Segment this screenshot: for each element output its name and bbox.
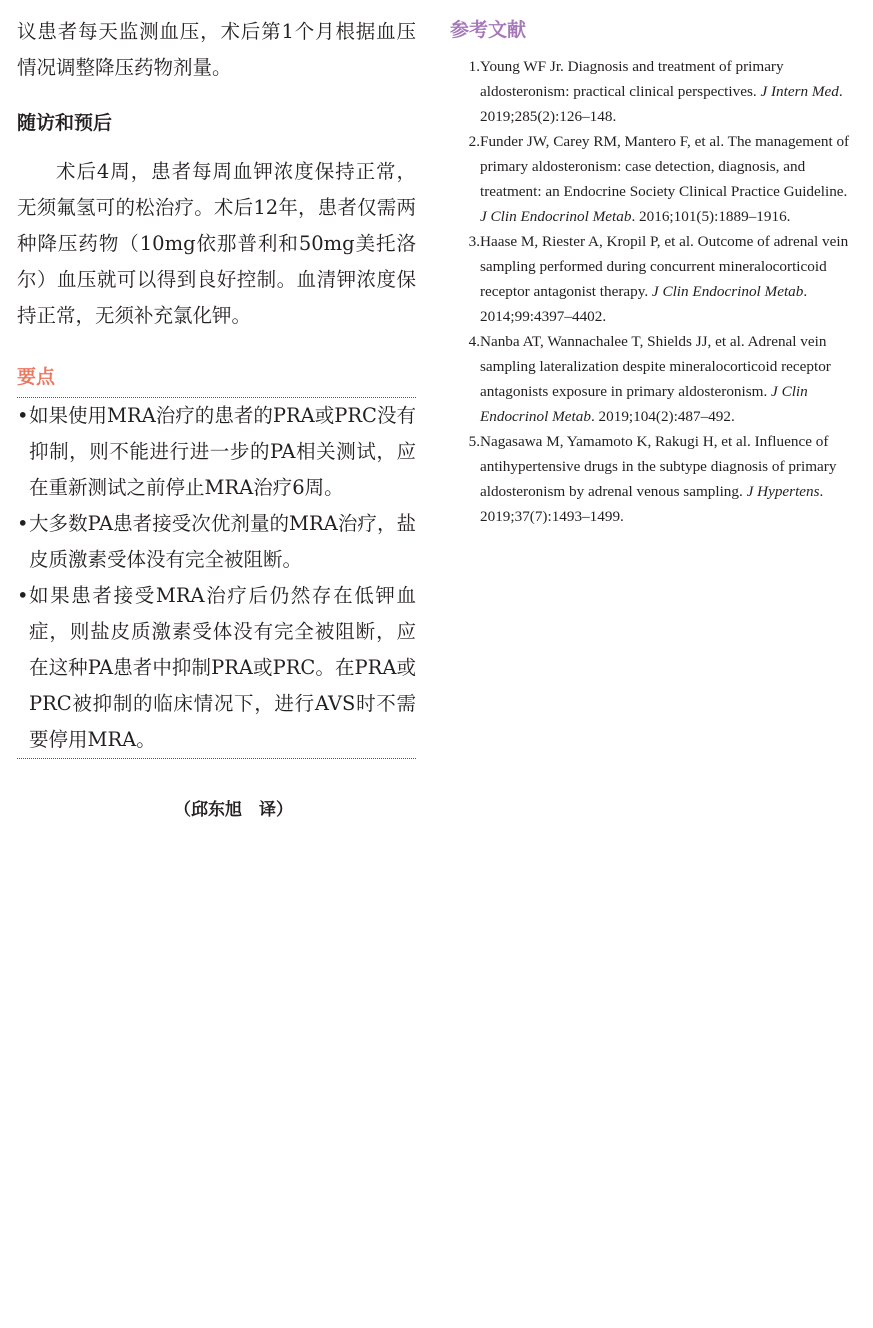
key-point-item (17, 398, 416, 506)
reference-citation: . 2019;37(7):1493–1499. (480, 483, 824, 525)
reference-body (480, 429, 853, 529)
key-point-text: 如果患者接受MRA治疗后仍然存在低钾血症，则盐皮质激素受体没有完全被阻断，应在这种PA患者中抑制PRA或PRC。在PRA或PRC被抑制的临床情况下，进行AVS时不需要停用MRA。 (29, 584, 416, 751)
reference-text: Nanba AT, Wannachalee T, Shields JJ, et al. Adrenal vein sampling lateralization despite mineralocorticoid receptor antagonists exposure in primary aldosteronism. (480, 333, 831, 400)
reference-journal: J Clin Endocrinol Metab (651, 283, 804, 300)
reference-number: 5. (468, 433, 480, 450)
key-point-item (17, 578, 416, 758)
reference-citation: . 2016;101(5):1889–1916. (631, 208, 791, 225)
reference-journal: J Clin Endocrinol Metab (480, 208, 632, 225)
reference-text: Nagasawa M, Yamamoto K, Rakugi H, et al. Influence of antihypertensive drugs in the subtype diagnosis of primary aldosteronism by adrenal venous sampling. (480, 433, 837, 500)
bullet-icon: • (17, 512, 29, 535)
key-point-text: 如果使用MRA治疗的患者的PRA或PRC没有抑制，则不能进行进一步的PA相关测试，应在重新测试之前停止MRA治疗6周。 (29, 404, 416, 499)
key-points-box (17, 397, 416, 759)
reference-number: 1. (468, 58, 480, 75)
reference-journal: J Clin Endocrinol Metab (480, 383, 808, 425)
bullet-icon: • (17, 584, 29, 607)
reference-number: 3. (468, 233, 480, 250)
key-point-item (17, 506, 416, 578)
reference-item (450, 329, 853, 429)
right-column (450, 16, 853, 529)
reference-citation: . 2019;104(2):487–492. (590, 408, 735, 425)
reference-citation: . 2019;285(2):126–148. (480, 83, 843, 125)
intro-paragraph: 议患者每天监测血压，术后第1个月根据血压情况调整降压药物剂量。 (17, 20, 416, 79)
reference-item (450, 429, 853, 529)
reference-citation: . 2014;99:4397–4402. (480, 283, 808, 325)
reference-body (480, 229, 853, 329)
reference-journal: J Hypertens (746, 483, 820, 500)
translator-credit: （邱东旭 译） (174, 800, 293, 820)
reference-body (480, 129, 853, 229)
references-heading: 参考文献 (450, 19, 527, 41)
reference-journal: J Intern Med (760, 83, 839, 100)
reference-text: Young WF Jr. Diagnosis and treatment of primary aldosteronism: practical clinical perspectives. (480, 58, 784, 100)
reference-text: Haase M, Riester A, Kropil P, et al. Outcome of adrenal vein sampling performed during concurrent mineralocorticoid receptor antagonist therapy. (480, 233, 849, 300)
followup-heading: 随访和预后 (17, 112, 113, 134)
followup-paragraph: 术后4周，患者每周血钾浓度保持正常，无须氟氢可的松治疗。术后12年，患者仅需两种降压药物（10mg依那普利和50mg美托洛尔）血压就可以得到良好控制。血清钾浓度保持正常，无须补充氯化钾。 (17, 160, 416, 327)
reference-item (450, 229, 853, 329)
reference-list (450, 54, 853, 529)
reference-number: 2. (468, 133, 480, 150)
bullet-icon: • (17, 404, 29, 427)
reference-item (450, 129, 853, 229)
reference-number: 4. (468, 333, 480, 350)
reference-text: Funder JW, Carey RM, Mantero F, et al. The management of primary aldosteronism: case detection, diagnosis, and treatment: an Endocrine Society Clinical Practice Guideline. (480, 133, 850, 200)
left-column (17, 14, 416, 823)
reference-item (450, 54, 853, 129)
reference-body (480, 54, 853, 129)
key-points-heading: 要点 (17, 366, 56, 388)
reference-body (480, 329, 853, 429)
key-point-text: 大多数PA患者接受次优剂量的MRA治疗，盐皮质激素受体没有完全被阻断。 (29, 512, 416, 571)
